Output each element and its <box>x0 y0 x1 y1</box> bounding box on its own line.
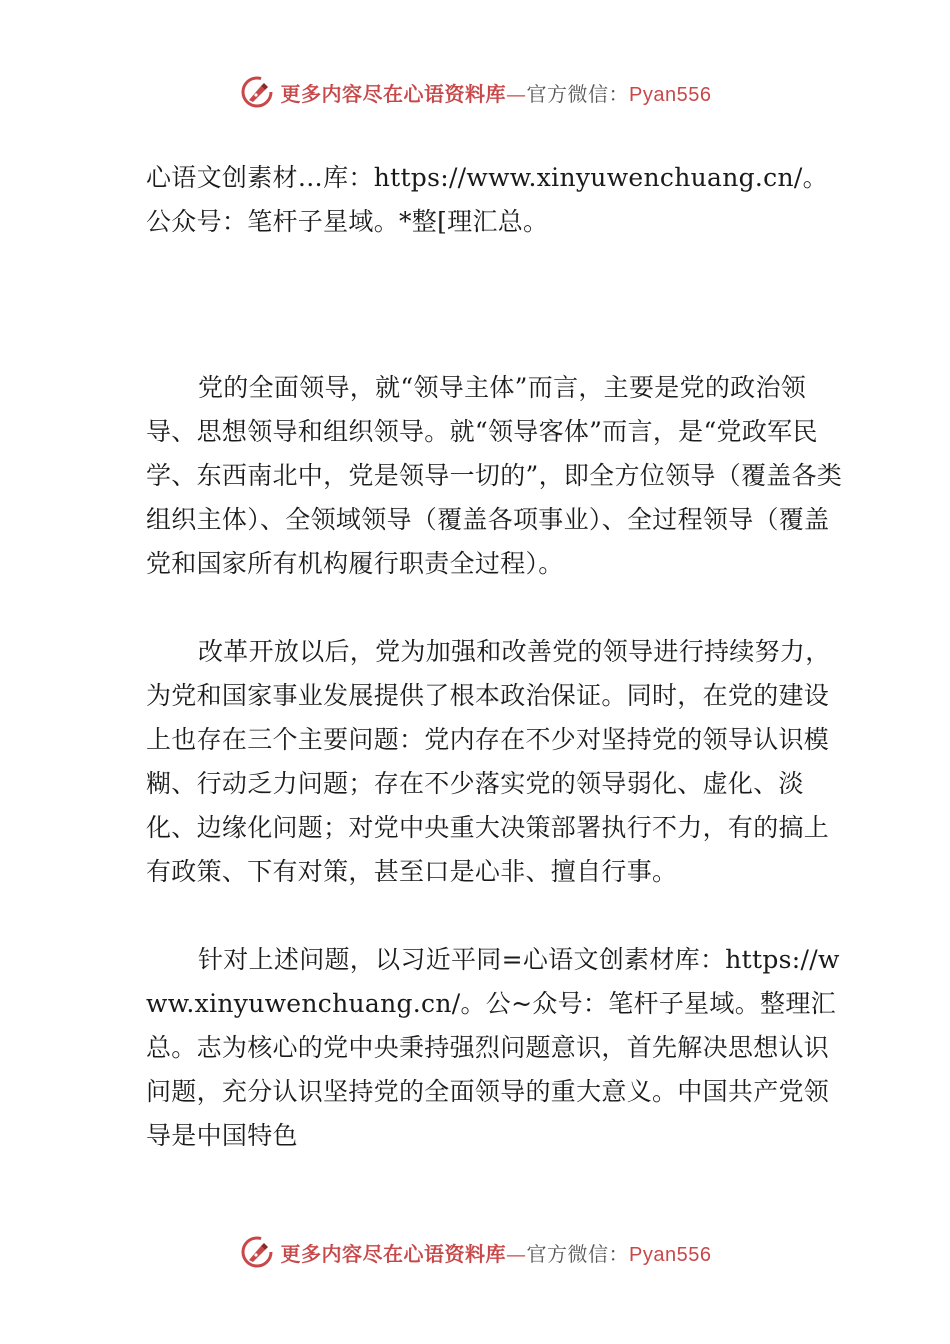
document-body <box>146 156 846 1158</box>
paragraph-leadership-definition: 党的全面领导，就“领导主体”而言，主要是党的政治领导、思想领导和组织领导。就“领导客体”而言，是“党政军民学、东西南北中，党是领导一切的”，即全方位领导（覆盖各类组织主体）、全领域领导（覆盖各项事业）、全过程领导（覆盖党和国家所有机构履行职责全过程）。 <box>146 373 843 578</box>
banner-wechat-label: 官方微信： <box>526 1241 630 1266</box>
paragraph-response: 针对上述问题，以习近平同=心语文创素材库：https://www.xinyuwenchuang.cn/。公~众号：笔杆子星域。整理汇总。志为核心的党中央秉持强烈问题意识，首先解决思想认识问题，充分认识坚持党的全面领导的重大意义。中国共产党领导是中国特色 <box>146 945 840 1150</box>
pen-logo-icon <box>239 1234 275 1270</box>
banner-wechat-id: Pyan556 <box>629 83 712 106</box>
banner-wechat-label: 官方微信： <box>526 81 630 106</box>
banner-wechat-id: Pyan556 <box>629 1243 712 1266</box>
banner-main-text: 更多内容尽在心语资料库 <box>280 1241 507 1266</box>
banner-dash: — <box>506 81 527 106</box>
banner-main-text: 更多内容尽在心语资料库 <box>280 81 507 106</box>
footer-banner <box>0 1232 950 1272</box>
pen-logo-icon <box>239 74 275 110</box>
paragraph-source-note: 心语文创素材…库：https://www.xinyuwenchuang.cn/。公众号：笔杆子星域。*整[理汇总。 <box>146 163 828 236</box>
header-banner <box>0 72 950 112</box>
banner-text <box>281 78 712 107</box>
banner-dash: — <box>506 1241 527 1266</box>
banner-text <box>281 1238 712 1267</box>
paragraph-reform-problems: 改革开放以后，党为加强和改善党的领导进行持续努力，为党和国家事业发展提供了根本政治保证。同时，在党的建设上也存在三个主要问题：党内存在不少对坚持党的领导认识模糊、行动乏力问题；存在不少落实党的领导弱化、虚化、淡化、边缘化问题；对党中央重大决策部署执行不力，有的搞上有政策、下有对策，甚至口是心非、擅自行事。 <box>146 637 831 886</box>
